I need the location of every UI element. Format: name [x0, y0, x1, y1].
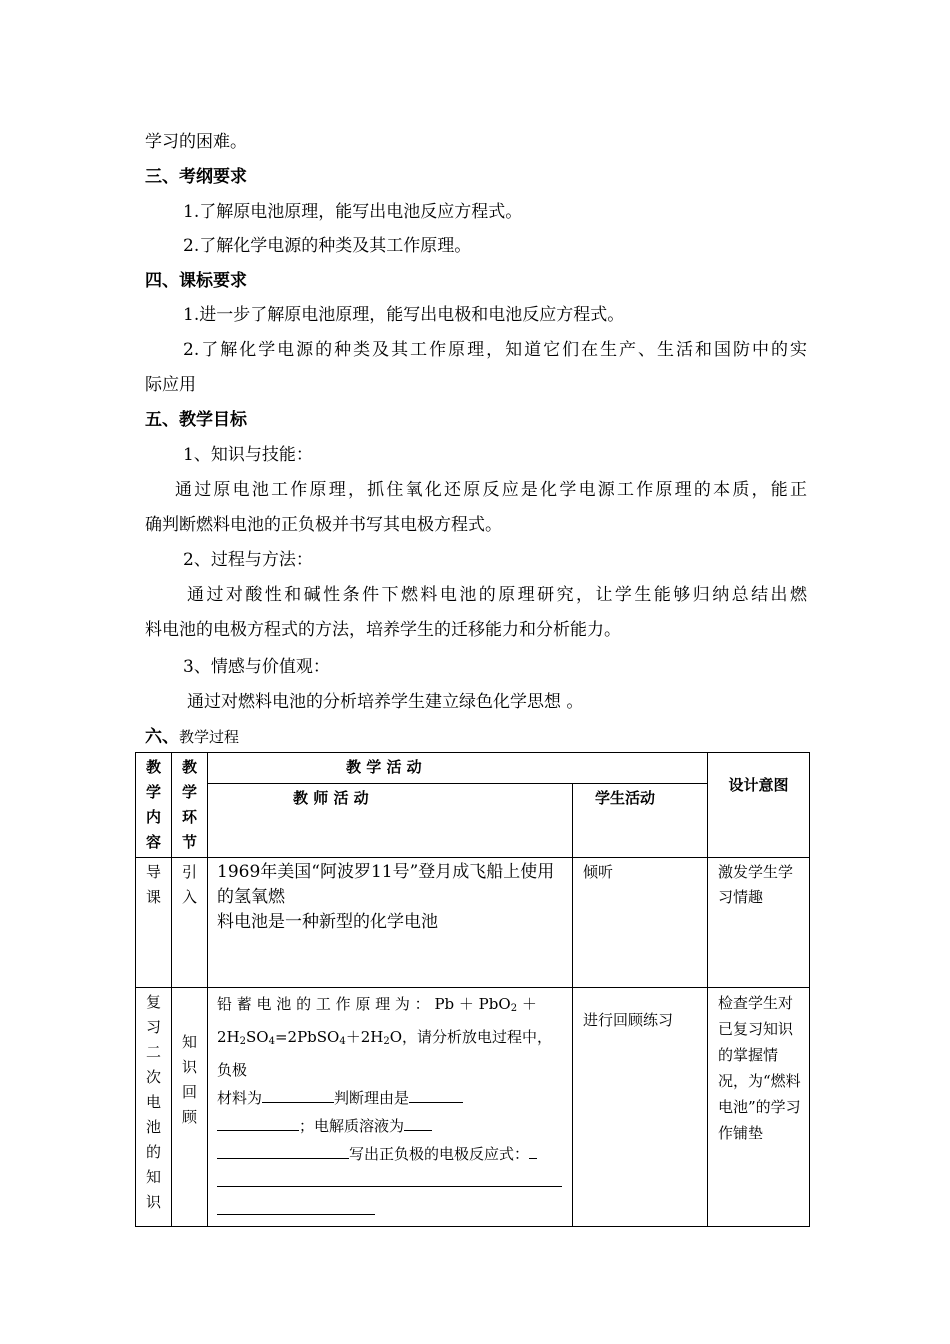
- knowledge-title: 1、知识与技能：: [183, 445, 313, 465]
- knowledge-text-1: 通过原电池工作原理，抓住氧化还原反应是化学电源工作原理的本质，能正: [175, 480, 807, 500]
- header-content: 教学内容: [136, 753, 172, 858]
- row1-content: 导课: [136, 858, 172, 988]
- blank-equation-start[interactable]: [529, 1144, 537, 1159]
- s4-item-1: 1.进一步了解原电池原理，能写出电极和电池反应方程式。: [183, 305, 625, 325]
- paragraph-continuation: 学习的困难。: [145, 132, 247, 152]
- blank-equation-1[interactable]: [217, 1172, 562, 1187]
- section-5-heading: 五、教学目标: [145, 410, 247, 430]
- process-text-2: 料电池的电极方程式的方法，培养学生的迁移能力和分析能力。: [145, 620, 621, 640]
- row2-design: 检查学生对已复习知识的掌握情况，为“燃料电池”的学习作铺垫: [708, 988, 810, 1227]
- header-design: 设计意图: [708, 753, 810, 858]
- blank-electrolyte-1[interactable]: [404, 1116, 432, 1131]
- row1-student: 倾听: [573, 858, 708, 988]
- row1-design: 激发学生学习情趣: [708, 858, 810, 988]
- row1-stage: 引入: [172, 858, 208, 988]
- row2-stage: 知识回顾: [172, 988, 208, 1227]
- row2-teacher-line-7: [217, 1196, 566, 1224]
- row2-teacher-line-2: $2H_2SO_4=2PbSO_4+2H_2O$，请分析放电过程中，负极: [217, 1028, 553, 1079]
- s3-item-1: 1.了解原电池原理，能写出电池反应方程式。: [183, 202, 523, 222]
- teaching-process-table: [135, 752, 810, 1227]
- s4-item-2-line-1: 2.了解化学电源的种类及其工作原理，知道它们在生产、生活和国防中的实: [183, 340, 807, 360]
- emotion-text: 通过对燃料电池的分析培养学生建立绿色化学思想 。: [187, 692, 584, 712]
- knowledge-text-2: 确判断燃料电池的正负极并书写其电极方程式。: [145, 515, 502, 535]
- row2-content: 复习二次电池的知识: [136, 988, 172, 1227]
- blank-equation-2[interactable]: [217, 1200, 375, 1215]
- row2-teacher-line-3: 材料为 判断理由是: [217, 1084, 566, 1112]
- row2-student: 进行回顾练习: [573, 988, 708, 1227]
- header-stage: 教学环节: [172, 753, 208, 858]
- section-4-heading: 四、课标要求: [145, 271, 247, 291]
- blank-reason-2[interactable]: [217, 1116, 299, 1131]
- s3-item-2: 2.了解化学电源的种类及其工作原理。: [183, 236, 472, 256]
- section-6-number: 六、: [145, 727, 179, 747]
- blank-electrolyte-2[interactable]: [217, 1144, 349, 1159]
- row1-teacher-line-1: 1969年美国“阿波罗11号”登月成飞船上使用的氢氧燃: [217, 862, 555, 907]
- row2-teacher-line-5: 写出正负极的电极反应式：: [217, 1140, 566, 1168]
- header-activity: 教 学 活 动: [208, 753, 708, 784]
- section-6-heading: [145, 722, 239, 747]
- blank-anode-material[interactable]: [262, 1088, 334, 1103]
- header-student: 学生活动: [573, 783, 708, 857]
- section-3-heading: 三、考纲要求: [145, 167, 247, 187]
- process-title: 2、过程与方法：: [183, 550, 313, 570]
- row2-teacher-line-6: [217, 1168, 566, 1196]
- row2-teacher-line-1: 铅 蓄 电 池 的 工 作 原 理 为 ： Pb ＋ PbO$_2$ ＋: [217, 995, 537, 1014]
- s4-item-2-line-2: 际应用: [145, 375, 196, 395]
- row1-teacher-line-2: 料电池是一种新型的化学电池: [217, 912, 438, 932]
- emotion-title: 3、情感与价值观：: [183, 657, 330, 677]
- blank-reason-1[interactable]: [409, 1088, 463, 1103]
- row2-teacher: [208, 988, 573, 1227]
- header-teacher: 教 师 活 动: [208, 783, 573, 857]
- process-text-1: 通过对酸性和碱性条件下燃料电池的原理研究，让学生能够归纳总结出燃: [187, 585, 807, 605]
- row1-teacher: [208, 858, 573, 988]
- section-6-title: 教学过程: [179, 728, 240, 746]
- row2-teacher-line-4: ；电解质溶液为: [217, 1112, 566, 1140]
